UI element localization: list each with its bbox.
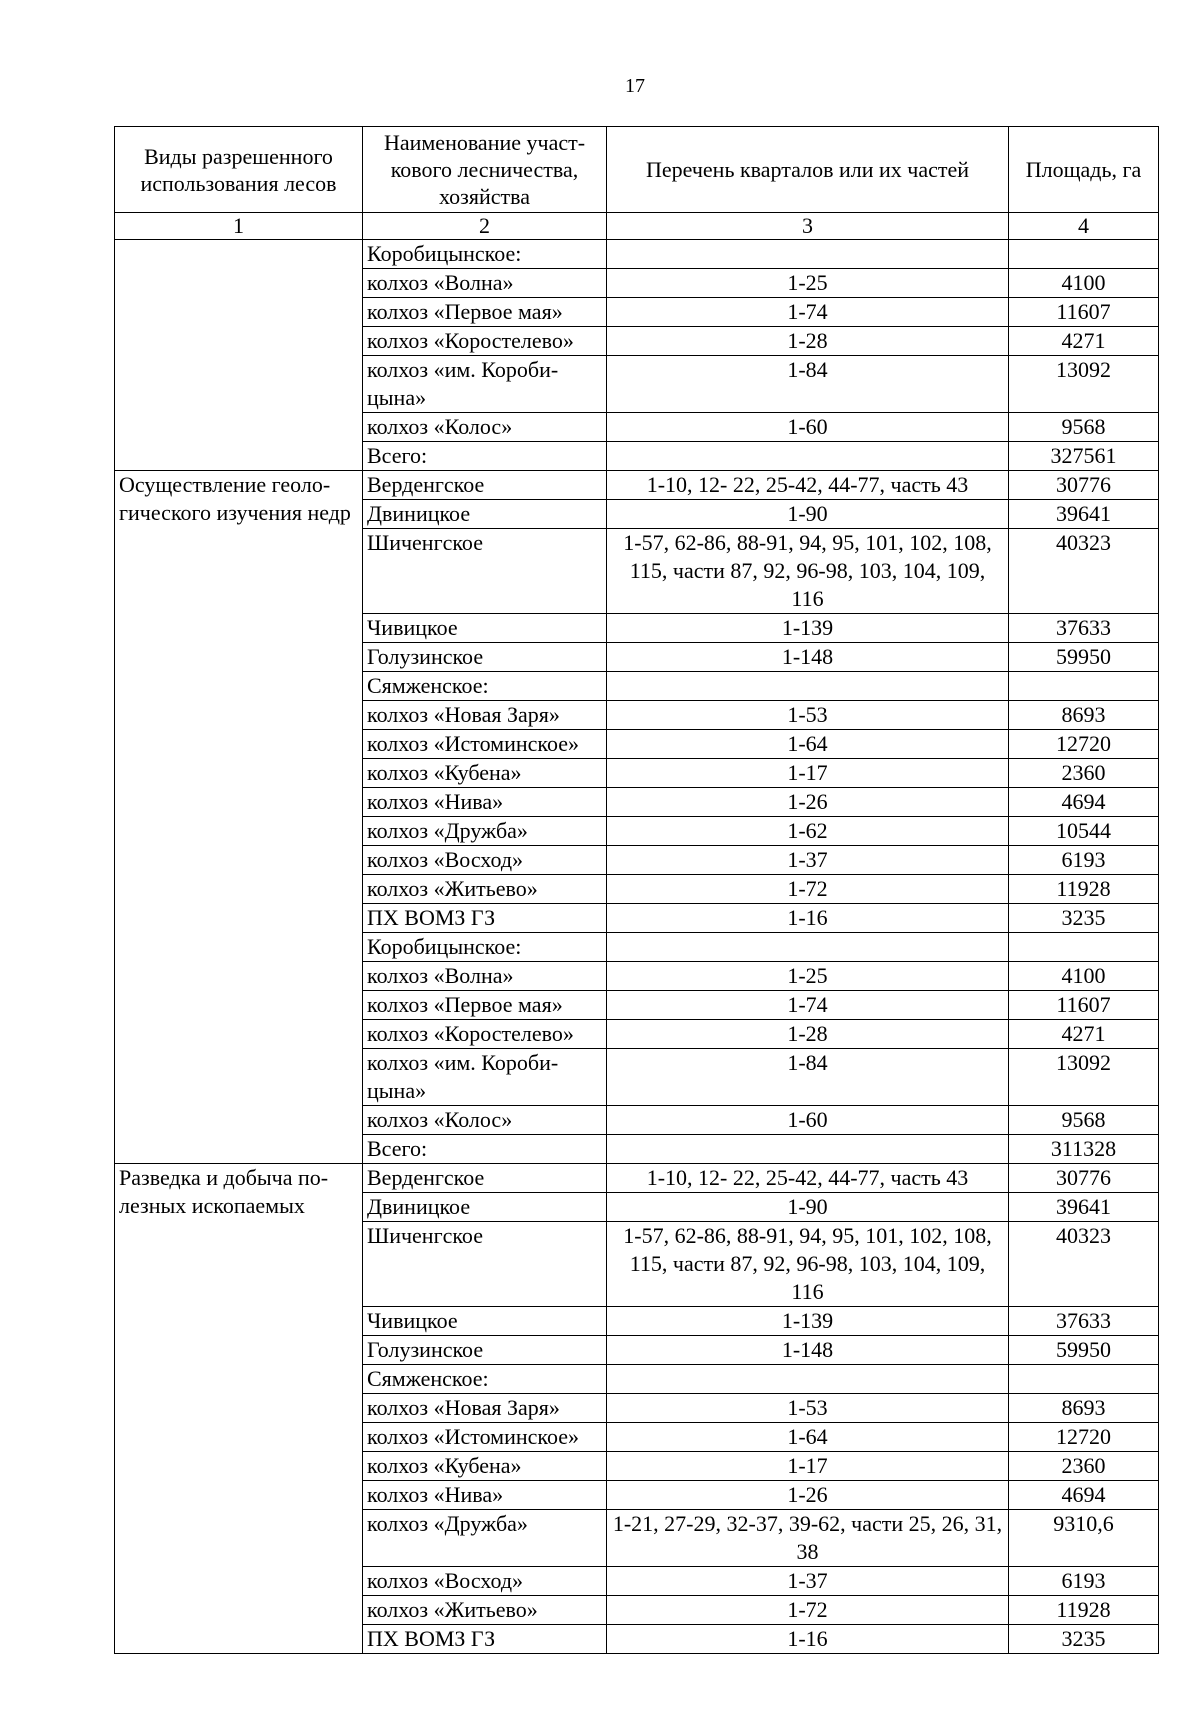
area-cell xyxy=(1009,1365,1159,1394)
table-body xyxy=(115,240,1159,1654)
quarters-cell: 1-25 xyxy=(607,962,1009,991)
forestry-name-cell: колхоз «Коростелево» xyxy=(363,1020,607,1049)
area-cell: 9310,6 xyxy=(1009,1510,1159,1567)
quarters-cell: 1-10, 12- 22, 25-42, 44-77, часть 43 xyxy=(607,471,1009,500)
area-cell: 8693 xyxy=(1009,701,1159,730)
forestry-name-cell: колхоз «Нива» xyxy=(363,788,607,817)
quarters-cell: 1-90 xyxy=(607,1193,1009,1222)
area-cell: 13092 xyxy=(1009,356,1159,413)
quarters-cell: 1-74 xyxy=(607,991,1009,1020)
forestry-name-cell: Шиченгское xyxy=(363,1222,607,1307)
quarters-cell xyxy=(607,1135,1009,1164)
area-cell: 9568 xyxy=(1009,413,1159,442)
forestry-name-cell: Голузинское xyxy=(363,1336,607,1365)
forestry-name-cell: Двиницкое xyxy=(363,1193,607,1222)
forestry-name-cell: Коробицынское: xyxy=(363,240,607,269)
area-cell: 4694 xyxy=(1009,1481,1159,1510)
forestry-name-cell: колхоз «Первое мая» xyxy=(363,991,607,1020)
use-type-cell: Осуществление геоло-гического изучения недр xyxy=(115,471,363,1164)
area-cell: 10544 xyxy=(1009,817,1159,846)
forestry-name-cell: колхоз «Житьево» xyxy=(363,1596,607,1625)
page-number: 17 xyxy=(625,75,645,97)
area-cell: 59950 xyxy=(1009,1336,1159,1365)
quarters-cell: 1-25 xyxy=(607,269,1009,298)
area-cell: 327561 xyxy=(1009,442,1159,471)
area-cell: 311328 xyxy=(1009,1135,1159,1164)
area-cell: 4694 xyxy=(1009,788,1159,817)
area-cell: 30776 xyxy=(1009,1164,1159,1193)
quarters-cell: 1-139 xyxy=(607,1307,1009,1336)
forestry-name-cell: Всего: xyxy=(363,1135,607,1164)
table-row xyxy=(115,471,1159,500)
forestry-name-cell: Двиницкое xyxy=(363,500,607,529)
forestry-name-cell: колхоз «Кубена» xyxy=(363,759,607,788)
forestry-name-cell: Чивицкое xyxy=(363,1307,607,1336)
area-cell: 40323 xyxy=(1009,1222,1159,1307)
forestry-name-cell: Голузинское xyxy=(363,643,607,672)
table-row xyxy=(115,1164,1159,1193)
area-cell: 6193 xyxy=(1009,846,1159,875)
area-cell xyxy=(1009,933,1159,962)
quarters-cell: 1-60 xyxy=(607,413,1009,442)
forestry-name-cell: колхоз «Колос» xyxy=(363,1106,607,1135)
forestry-name-cell: колхоз «Дружба» xyxy=(363,1510,607,1567)
table-header-row xyxy=(115,127,1159,213)
quarters-cell: 1-57, 62-86, 88-91, 94, 95, 101, 102, 108, 115, части 87, 92, 96-98, 103, 104, 109, 116 xyxy=(607,1222,1009,1307)
forestry-name-cell: колхоз «Дружба» xyxy=(363,817,607,846)
forestry-name-cell: колхоз «Истоминское» xyxy=(363,730,607,759)
area-cell: 4100 xyxy=(1009,962,1159,991)
forestry-name-cell: колхоз «Колос» xyxy=(363,413,607,442)
quarters-cell: 1-72 xyxy=(607,875,1009,904)
area-cell: 8693 xyxy=(1009,1394,1159,1423)
quarters-cell: 1-90 xyxy=(607,500,1009,529)
quarters-cell: 1-16 xyxy=(607,904,1009,933)
area-cell: 59950 xyxy=(1009,643,1159,672)
forestry-name-cell: колхоз «Коростелево» xyxy=(363,327,607,356)
header-area: Площадь, га xyxy=(1009,127,1159,213)
area-cell: 4100 xyxy=(1009,269,1159,298)
forestry-name-cell: ПХ ВОМЗ ГЗ xyxy=(363,1625,607,1654)
quarters-cell xyxy=(607,442,1009,471)
area-cell: 39641 xyxy=(1009,1193,1159,1222)
forestry-name-cell: Шиченгское xyxy=(363,529,607,614)
area-cell: 6193 xyxy=(1009,1567,1159,1596)
quarters-cell: 1-74 xyxy=(607,298,1009,327)
forest-use-table xyxy=(114,126,1159,1654)
quarters-cell: 1-139 xyxy=(607,614,1009,643)
quarters-cell xyxy=(607,933,1009,962)
forestry-name-cell: Сямженское: xyxy=(363,672,607,701)
area-cell: 11607 xyxy=(1009,298,1159,327)
quarters-cell xyxy=(607,1365,1009,1394)
forestry-name-cell: колхоз «Новая Заря» xyxy=(363,1394,607,1423)
forestry-name-cell: колхоз «Первое мая» xyxy=(363,298,607,327)
area-cell: 39641 xyxy=(1009,500,1159,529)
quarters-cell: 1-57, 62-86, 88-91, 94, 95, 101, 102, 108, 115, части 87, 92, 96-98, 103, 104, 109, 116 xyxy=(607,529,1009,614)
area-cell: 11928 xyxy=(1009,875,1159,904)
area-cell: 4271 xyxy=(1009,327,1159,356)
quarters-cell: 1-26 xyxy=(607,1481,1009,1510)
quarters-cell: 1-17 xyxy=(607,1452,1009,1481)
quarters-cell: 1-37 xyxy=(607,1567,1009,1596)
area-cell: 40323 xyxy=(1009,529,1159,614)
area-cell: 13092 xyxy=(1009,1049,1159,1106)
forestry-name-cell: Чивицкое xyxy=(363,614,607,643)
column-number: 1 xyxy=(115,213,363,240)
area-cell: 12720 xyxy=(1009,1423,1159,1452)
quarters-cell: 1-148 xyxy=(607,1336,1009,1365)
forestry-name-cell: Верденгское xyxy=(363,1164,607,1193)
area-cell: 2360 xyxy=(1009,759,1159,788)
use-type-cell: Разведка и добыча по-лезных ископаемых xyxy=(115,1164,363,1654)
quarters-cell xyxy=(607,672,1009,701)
column-number: 3 xyxy=(607,213,1009,240)
area-cell: 11928 xyxy=(1009,1596,1159,1625)
column-number: 2 xyxy=(363,213,607,240)
forestry-name-cell: колхоз «Нива» xyxy=(363,1481,607,1510)
forestry-name-cell: колхоз «им. Короби-цына» xyxy=(363,356,607,413)
area-cell: 30776 xyxy=(1009,471,1159,500)
use-type-cell xyxy=(115,240,363,471)
quarters-cell: 1-84 xyxy=(607,356,1009,413)
forestry-name-cell: колхоз «Житьево» xyxy=(363,875,607,904)
area-cell: 37633 xyxy=(1009,614,1159,643)
area-cell: 2360 xyxy=(1009,1452,1159,1481)
quarters-cell: 1-53 xyxy=(607,1394,1009,1423)
forestry-name-cell: колхоз «им. Короби-цына» xyxy=(363,1049,607,1106)
forestry-name-cell: Сямженское: xyxy=(363,1365,607,1394)
forestry-name-cell: Коробицынское: xyxy=(363,933,607,962)
forestry-name-cell: колхоз «Кубена» xyxy=(363,1452,607,1481)
quarters-cell: 1-10, 12- 22, 25-42, 44-77, часть 43 xyxy=(607,1164,1009,1193)
area-cell: 11607 xyxy=(1009,991,1159,1020)
area-cell xyxy=(1009,240,1159,269)
quarters-cell: 1-72 xyxy=(607,1596,1009,1625)
quarters-cell xyxy=(607,240,1009,269)
forestry-name-cell: колхоз «Восход» xyxy=(363,1567,607,1596)
forestry-name-cell: ПХ ВОМЗ ГЗ xyxy=(363,904,607,933)
quarters-cell: 1-16 xyxy=(607,1625,1009,1654)
quarters-cell: 1-84 xyxy=(607,1049,1009,1106)
quarters-cell: 1-64 xyxy=(607,1423,1009,1452)
forestry-name-cell: Всего: xyxy=(363,442,607,471)
quarters-cell: 1-53 xyxy=(607,701,1009,730)
area-cell: 9568 xyxy=(1009,1106,1159,1135)
quarters-cell: 1-26 xyxy=(607,788,1009,817)
quarters-cell: 1-28 xyxy=(607,1020,1009,1049)
quarters-cell: 1-64 xyxy=(607,730,1009,759)
column-number: 4 xyxy=(1009,213,1159,240)
forestry-name-cell: Верденгское xyxy=(363,471,607,500)
area-cell: 12720 xyxy=(1009,730,1159,759)
quarters-cell: 1-17 xyxy=(607,759,1009,788)
area-cell: 3235 xyxy=(1009,1625,1159,1654)
forestry-name-cell: колхоз «Волна» xyxy=(363,962,607,991)
area-cell: 4271 xyxy=(1009,1020,1159,1049)
header-quarters: Перечень кварталов или их частей xyxy=(607,127,1009,213)
quarters-cell: 1-60 xyxy=(607,1106,1009,1135)
column-number-row xyxy=(115,213,1159,240)
quarters-cell: 1-28 xyxy=(607,327,1009,356)
table-row xyxy=(115,240,1159,269)
header-forestry-name: Наименование участ-кового лесничества, хозяйства xyxy=(363,127,607,213)
quarters-cell: 1-148 xyxy=(607,643,1009,672)
area-cell xyxy=(1009,672,1159,701)
area-cell: 37633 xyxy=(1009,1307,1159,1336)
forestry-name-cell: колхоз «Истоминское» xyxy=(363,1423,607,1452)
forestry-name-cell: колхоз «Волна» xyxy=(363,269,607,298)
area-cell: 3235 xyxy=(1009,904,1159,933)
forestry-name-cell: колхоз «Новая Заря» xyxy=(363,701,607,730)
quarters-cell: 1-21, 27-29, 32-37, 39-62, части 25, 26, 31, 38 xyxy=(607,1510,1009,1567)
header-use-type: Виды разрешенного использования лесов xyxy=(115,127,363,213)
forestry-name-cell: колхоз «Восход» xyxy=(363,846,607,875)
quarters-cell: 1-62 xyxy=(607,817,1009,846)
quarters-cell: 1-37 xyxy=(607,846,1009,875)
